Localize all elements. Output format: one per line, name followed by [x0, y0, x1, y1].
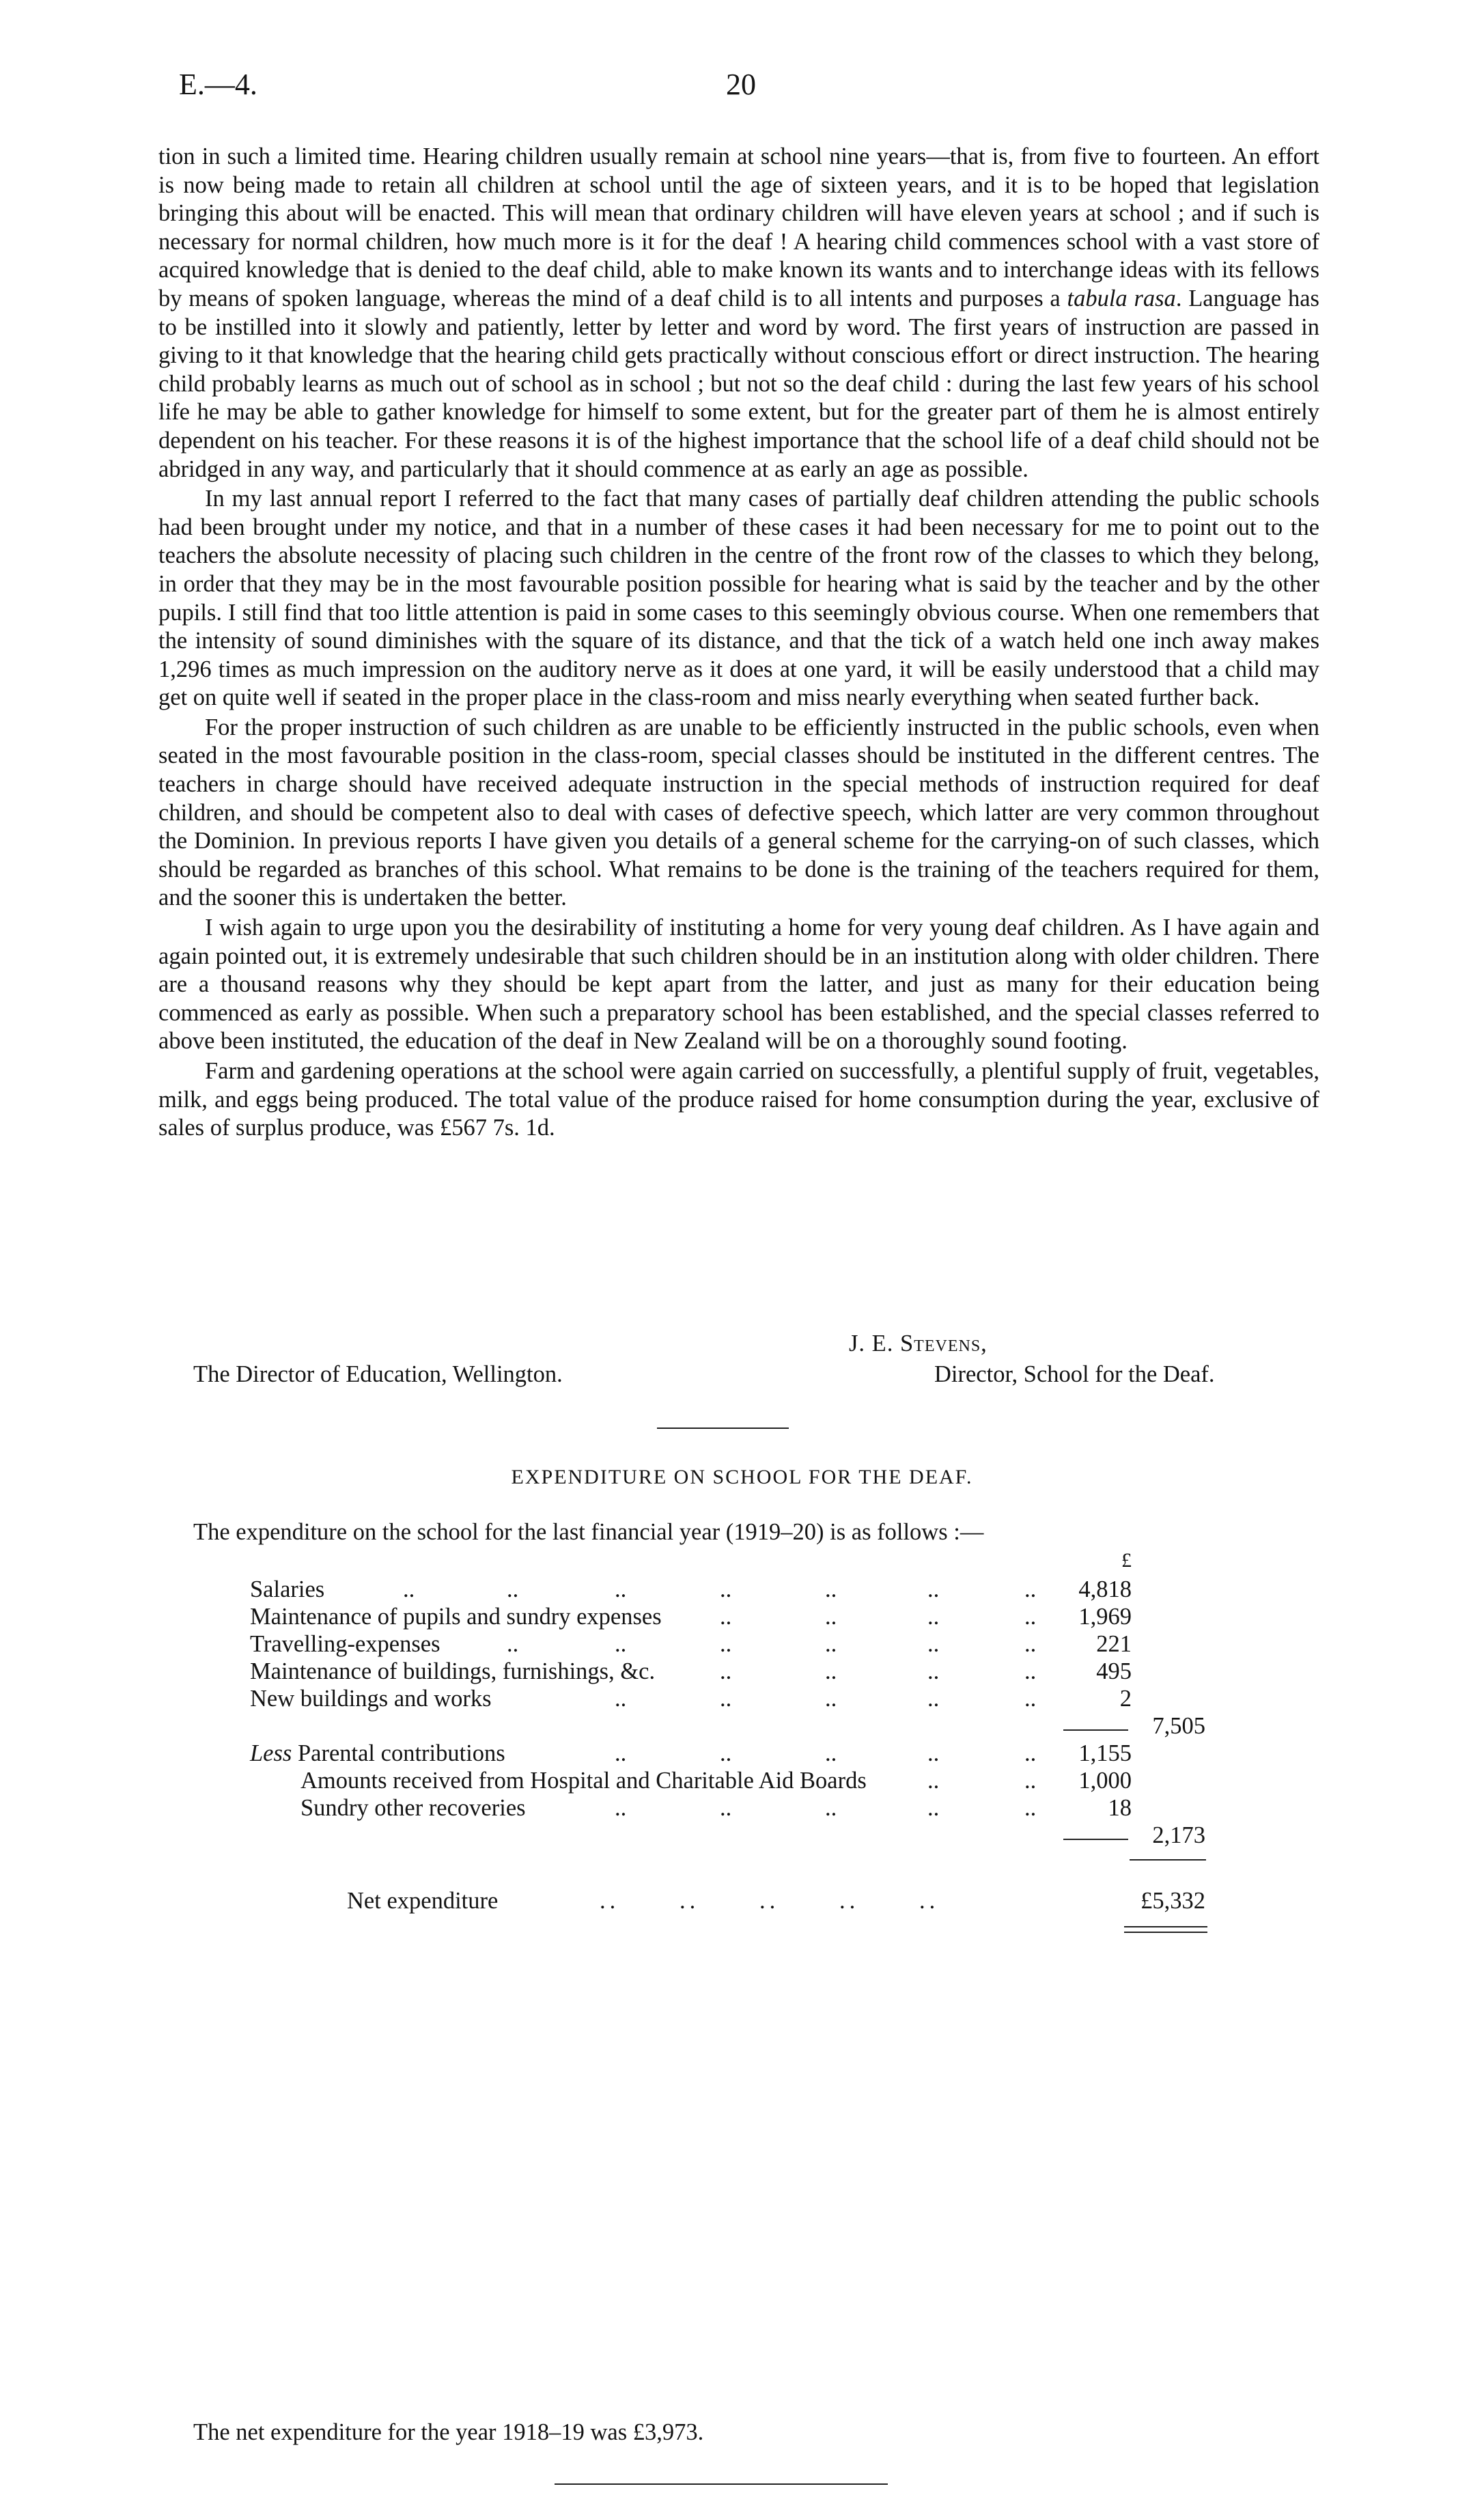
leader-dots: .. .. .. .. .. [600, 1888, 940, 1914]
paragraph-continuation: tion in such a limited time. Hearing children usually remain at school nine years—that is, from five to fourteen. An effort is now being made to retain all children at school until the age of sixteen years, and it is to be hoped that legislation bringing this about will be enacted. This will mean that ordinary children will have eleven years at school ; and if such is necessary for normal children, how much more is it for the deaf ! A hearing child commences school with a vast store of acquired knowledge that is denied to the deaf child, able to make known its wants and to interchange ideas with its fellows by means of spoken language, whereas the mind of a deaf child is to all intents and purposes a tabula rasa. Language has to be instilled into it slowly and patiently, letter by letter and word by word. The first years of instruction are passed in giving to it that knowledge that the hearing child gets practically without conscious effort or direct instruction. The hearing child probably learns as much out of school as in school ; but not so the deaf child : during the last few years of his school life he may be able to gather knowledge for himself to some extent, but for the greater part of them he is almost entirely dependent on his teacher. For these reasons it is of the highest importance that the school life of a deaf child should not be abridged in any way, and particularly that it should commence at as early an age as possible. [158, 143, 1319, 482]
leader-dot: .. [1024, 1631, 1037, 1657]
previous-year-note: The net expenditure for the year 1918–19 was £3,973. [193, 2419, 704, 2445]
row-amount: 1,000 [1078, 1768, 1132, 1794]
double-rule-top [1124, 1926, 1207, 1927]
row-label: New buildings and works [250, 1686, 492, 1712]
currency-symbol: £ [1121, 1549, 1132, 1572]
leader-dot: .. [927, 1604, 940, 1630]
end-rule [555, 2483, 888, 2485]
net-total: £5,332 [1140, 1888, 1205, 1914]
row-amount: 495 [1096, 1658, 1132, 1684]
leader-dot: .. [1024, 1658, 1037, 1684]
report-body [158, 143, 1319, 1143]
leader-dot: .. [825, 1631, 837, 1657]
leader-dot: .. [1024, 1686, 1037, 1712]
leader-dot: .. [720, 1686, 732, 1712]
leader-dot: .. [1024, 1768, 1037, 1794]
leader-dot: .. [825, 1686, 837, 1712]
less-prefix: Less [250, 1740, 298, 1766]
row-label: Travelling-expenses [250, 1631, 440, 1657]
net-top-rule [1130, 1859, 1206, 1861]
leader-dot: .. [927, 1631, 940, 1657]
section-divider [657, 1427, 789, 1429]
leader-dot: .. [927, 1686, 940, 1712]
leader-dot: .. [615, 1631, 627, 1657]
row-label: Sundry other recoveries [300, 1795, 526, 1821]
deductions-total: 2,173 [1152, 1822, 1205, 1848]
leader-dot: .. [825, 1658, 837, 1684]
leader-dot: .. [720, 1604, 732, 1630]
row-label: Maintenance of buildings, furnishings, &c. [250, 1658, 656, 1684]
paragraph-special-classes: For the proper instruction of such children as are unable to be efficiently instructed in the public schools, even when seated in the most favourable position in the class-room, special classes should be instituted in the different centres. The teachers in charge should have received adequate instruction in the special methods of instruction required for deaf children, and should be competent also to deal with cases of defective speech, which latter are very common throughout the Dominion. In previous reports I have given you details of a general scheme for the carrying-on of such classes, which should be regarded as branches of this school. What remains to be done is the training of the teachers required for them, and the sooner this is undertaken the better. [158, 714, 1319, 911]
row-amount: 2 [1119, 1686, 1132, 1712]
leader-dot: .. [615, 1576, 627, 1602]
signature-surname: Stevens, [900, 1331, 988, 1356]
row-label: Less Parental contributions [250, 1740, 505, 1766]
leader-dot: .. [927, 1658, 940, 1684]
leader-dot: .. [825, 1604, 837, 1630]
row-amount: 4,818 [1078, 1576, 1132, 1602]
row-amount: 221 [1096, 1631, 1132, 1657]
leader-dot: .. [720, 1658, 732, 1684]
leader-dot: .. [927, 1795, 940, 1821]
expenditure-intro: The expenditure on the school for the last financial year (1919–20) is as follows :— [193, 1519, 984, 1545]
document-reference: E.—4. [179, 68, 257, 101]
paragraph-farm-operations: Farm and gardening operations at the school were again carried on successfully, a plentiful supply of fruit, vegetables, milk, and eggs being produced. The total value of the produce raised for home consumption during the year, exclusive of sales of surplus produce, was £567 7s. 1d. [158, 1058, 1319, 1141]
leader-dot: .. [927, 1768, 940, 1794]
leader-dot: .. [615, 1686, 627, 1712]
net-label: Net expenditure [347, 1888, 499, 1914]
row-label: Salaries [250, 1576, 325, 1602]
leader-dot: .. [507, 1576, 519, 1602]
row-label: Amounts received from Hospital and Charitable Aid Boards [300, 1768, 867, 1794]
leader-dot: .. [1024, 1604, 1037, 1630]
leader-dot: .. [825, 1795, 837, 1821]
signature-addressee: The Director of Education, Wellington. [193, 1361, 563, 1387]
leader-dot: .. [615, 1740, 627, 1766]
gross-total: 7,505 [1152, 1713, 1205, 1739]
signature-initials: J. E. [849, 1331, 900, 1356]
leader-dot: .. [403, 1576, 415, 1602]
row-amount: 1,969 [1078, 1604, 1132, 1630]
signature-name [849, 1331, 988, 1357]
row-amount: 1,155 [1078, 1740, 1132, 1766]
paragraph-partially-deaf: In my last annual report I referred to the fact that many cases of partially deaf children attending the public schools had been brought under my notice, and that in a number of these cases it had been necessary for me to point out to the teachers the absolute necessity of placing such children in the centre of the front row of the classes to which they belong, in order that they may be in the most favourable position possible for hearing what is said by the teacher and by the other pupils. I still find that too little attention is paid in some cases to this seemingly obvious course. When one remembers that the intensity of sound diminishes with the square of its distance, and that the tick of a watch held one inch away makes 1,296 times as much impression on the auditory nerve as it does at one yard, it will be easily understood that a child may get on quite well if seated in the proper place in the class-room and miss nearly everything when seated further back. [158, 486, 1319, 711]
row-amount: 18 [1108, 1795, 1132, 1821]
leader-dot: .. [615, 1795, 627, 1821]
paragraph-home-young-deaf: I wish again to urge upon you the desirability of instituting a home for very young deaf children. As I have again and again pointed out, it is extremely undesirable that such children should be in an institution along with older children. There are a thousand reasons why they should be kept apart from the latter, and just as many for their education being commenced as early as possible. When such a preparatory school has been established, and the special classes referred to above been instituted, the education of the deaf in New Zealand will be on a thoroughly sound footing. [158, 915, 1319, 1055]
leader-dot: .. [1024, 1576, 1037, 1602]
double-rule-bottom [1124, 1932, 1207, 1933]
leader-dot: .. [720, 1795, 732, 1821]
expenditure-heading: EXPENDITURE ON SCHOOL FOR THE DEAF. [511, 1466, 973, 1488]
leader-dot: .. [720, 1740, 732, 1766]
leader-dot: .. [507, 1631, 519, 1657]
row-label: Maintenance of pupils and sundry expenses [250, 1604, 662, 1630]
leader-dot: .. [720, 1576, 732, 1602]
leader-dot: .. [1024, 1795, 1037, 1821]
page-number: 20 [726, 68, 756, 101]
leader-dot: .. [1024, 1740, 1037, 1766]
leader-dot: .. [927, 1740, 940, 1766]
leader-dot: .. [825, 1576, 837, 1602]
signature-title: Director, School for the Deaf. [934, 1361, 1215, 1387]
leader-dot: .. [720, 1631, 732, 1657]
leader-dot: .. [927, 1576, 940, 1602]
leader-dot: .. [825, 1740, 837, 1766]
